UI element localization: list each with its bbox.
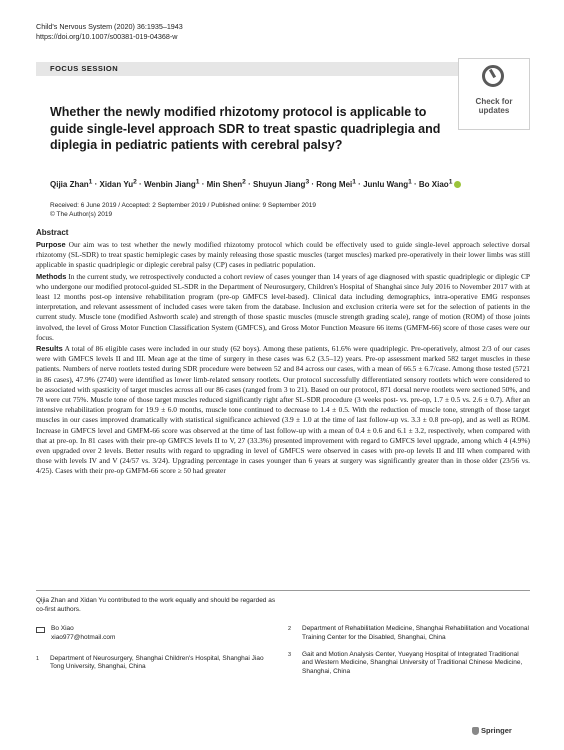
author[interactable]: Wenbin Jiang$^1$: [143, 178, 200, 189]
journal-header: [36, 22, 183, 42]
purpose-text: Our aim was to test whether the newly modified rhizotomy protocol which could be effectively used to guide single-level approach selective dorsal rhizotomy (SL-SDR) to treat spastic hemiplegic cases by mainly releasing those spastic muscles (target muscles) marked pre-operatively in their lower limbs was still applicable in spastic quadriplegic or diplegic cerebral palsy (CP) cases in pediatric population.: [36, 240, 530, 270]
section-label: FOCUS SESSION: [50, 64, 119, 73]
affiliation: [36, 655, 276, 673]
affiliation-number: 3: [288, 651, 292, 658]
affiliation: [288, 625, 530, 643]
results-label: Results: [36, 344, 63, 354]
publisher-logo: [472, 726, 512, 735]
badge-line-2: updates: [478, 106, 510, 115]
methods-text: In the current study, we retrospectively conducted a cohort review of cases younger than 14 years of age diagnosed with spastic quadriplegic or diplegic CP who undergone our modified protocol-guided SL-SDR in the Department of Neurosurgery, Children's Hospital of Shanghai since July 2016 to November 2017 with at least 12 months post-op intensive rehabilitation program (pre-op GMFCS level-based). Clinical data including demographics, intra-operative EMG responses interpretation, and relevant assessment of included cases were taken from the database. Inclusion and exclusion criteria were set for the selection of patients in the current study. Muscle tone (modified Ashworth scale) and strength of those spastic muscles (muscle strength grading scale), range of motion (ROM) of those joints involved, the level of Gross Motor Function Classification System (GMFCS), and Gross Motor Function Measure 66 items (GMFM-66) score of those cases were our focus.: [36, 271, 530, 342]
author[interactable]: Rong Mei$^1$: [316, 178, 356, 189]
results-text: A total of 86 eligible cases were included in our study (62 boys). Among these patients, 61.6% were quadriplegic. Pre-operatively, almost 2/3 of our cases were with GMFCS levels II and III. Mean age at the time of surgery in these cases was 6.2 (3.5–12) years. Pre-op assessment marked 582 target muscles in these patients. Numbers of nerve rootlets tested during SDR procedure were between 52 and 84 across our cases, with a mean of 66.5 ± 6.7/case. Among those tested (5721 in 86 cases), 47.9% (2740) were identified as lower limb-related sensory rootlets. Our protocol successfully differentiated sensory rootlets which were considered to be associated with spasticity of target muscles across all our 86 cases (ranged from 3 to 21). Based on our protocol, 871 dorsal nerve rootlets were sectioned 50%, and 78 were cut 75%. Muscle tone of those target muscles reduced significantly right after SL-SDR procedure (3 weeks post- vs. pre-op, 1.7 ± 0.5 vs. 2.6 ± 0.7). After an intensive rehabilitation program for 19.9 ± 6.0 months, muscle tone continued to decrease to 1.4 ± 0.5. With the reduction of muscle tone, strength of those target muscles in our cases improved dramatically with statistical significance achieved (3.9 ± 1.0 at the time of last follow-up vs. 3.3 ± 0.8 pre-op), and as well as ROM. Increase in GMFCS level and GMFM-66 score was observed at the time of last follow-up with a mean of 0.4 ± 0.6 and 6.1 ± 3.2, respectively, when compared with that at pre-op. In 81 cases with their pre-op GMFCS levels II to V, 27 (33.3%) presented improvement with regard to GMFCS level upgrade, among which 4 (4.9%) even upgraded over 2 levels. Better results with regard to upgrading in level of GMFCS were observed in cases with pre-op levels II and III when compared with those with levels IV and V (24/57 vs. 3/24). Upgrading percentage in cases younger than 6 years at surgery was significantly greater than in those older (23/56 vs. 4/25). Cases with their pre-op GMFM-66 score ≥ 50 had greater: [36, 344, 530, 476]
affiliation-text: Department of Rehabilitation Medicine, Shanghai Rehabilitation and Vocational Training Center for the Disabled, Shanghai, China: [302, 625, 529, 641]
publication-dates: [50, 201, 316, 219]
co-first-author-footnote: Qijia Zhan and Xidan Yu contributed to the work equally and should be regarded as co-first authors.: [36, 597, 276, 613]
dates-line: Received: 6 June 2019 / Accepted: 2 September 2019 / Published online: 9 September 2019: [50, 202, 316, 209]
methods-label: Methods: [36, 271, 67, 281]
correspondence-name: Bo Xiao: [51, 625, 74, 632]
author[interactable]: Shuyun Jiang$^3$: [252, 178, 310, 189]
correspondence: [36, 625, 276, 643]
badge-line-1: Check for: [475, 97, 513, 106]
article-title: Whether the newly modified rhizotomy protocol is applicable to guide single-level approach SDR to treat spastic quadriplegia and diplegia in pediatric patients with cerebral palsy?: [50, 105, 441, 152]
affiliation-number: 1: [36, 655, 40, 662]
envelope-icon: [36, 627, 45, 633]
affiliation-text: Department of Neurosurgery, Shanghai Children's Hospital, Shanghai Jiao Tong University, Shanghai, China: [50, 654, 264, 671]
doi-link[interactable]: https://doi.org/10.1007/s00381-019-04368-w: [36, 32, 178, 41]
journal-citation: Child's Nervous System (2020) 36:1935–1943: [36, 22, 183, 31]
affiliation-number: 2: [288, 626, 292, 632]
author[interactable]: Bo Xiao$^1$: [418, 178, 453, 189]
orcid-icon[interactable]: [454, 181, 461, 188]
abstract-results: [36, 344, 530, 477]
abstract-methods: [36, 272, 530, 343]
correspondence-column: [36, 625, 276, 680]
abstract: [36, 228, 530, 478]
copyright-line: © The Author(s) 2019: [50, 211, 113, 218]
purpose-label: Purpose: [36, 240, 66, 249]
check-for-updates-badge[interactable]: [458, 58, 530, 130]
springer-horse-icon: [472, 727, 479, 735]
author[interactable]: Junlu Wang$^1$: [363, 178, 412, 189]
author[interactable]: Min Shen$^2$: [206, 178, 246, 189]
affiliations-column: [288, 625, 530, 685]
abstract-heading: Abstract: [36, 228, 69, 237]
abstract-purpose: [36, 240, 530, 271]
publisher-name: Springer: [481, 726, 512, 735]
author[interactable]: Qijia Zhan$^1$: [50, 178, 93, 189]
affiliation-text: Gait and Motion Analysis Center, Yueyang Hospital of Integrated Traditional and Western Medicine, Shanghai University of Traditional Chinese Medicine, Shanghai, China: [302, 650, 523, 676]
author[interactable]: Xidan Yu$^2$: [99, 178, 137, 189]
update-check-icon: [482, 65, 504, 87]
footnote-divider: [36, 590, 530, 591]
affiliation: [288, 651, 530, 677]
correspondence-email[interactable]: xiao977@hotmail.com: [51, 633, 116, 641]
author-list: Qijia Zhan$^1$ · Xidan $Yu^2$ · Wenbin Jiang$^1$ · Min Shen$^2$ · Shuyun Jiang$^3$ · Rong Mei$^1$ · Junlu Wang$^1$ · Bo Xiao$^1$: [50, 178, 510, 189]
